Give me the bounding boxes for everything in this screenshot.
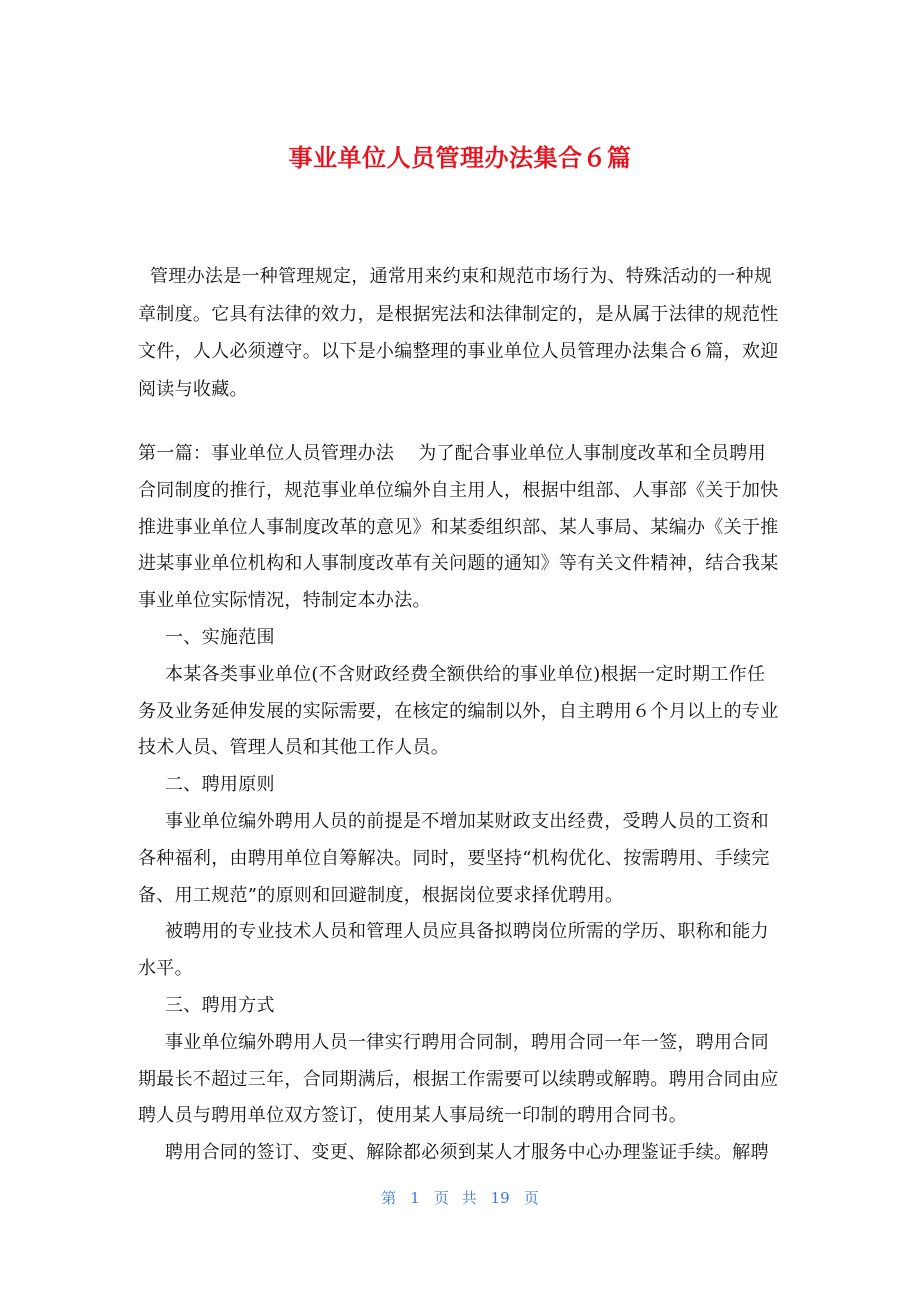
section-paragraph: 本某各类事业单位(不含财政经费全额供给的事业单位)根据一定时期工作任务及业务延伸发展的实际需要，在核定的编制以外，自主聘用６个月以上的专业技术人员、管理人员和其他工作人员。 xyxy=(138,663,779,759)
section-paragraph: 事业单位编外聘用人员一律实行聘用合同制，聘用合同一年一签，聘用合同期最长不超过三年，合同期满后，根据工作需要可以续聘或解聘。聘用合同由应聘人员与聘用单位双方签订，使用某人事局统一印制的聘用合同书。 xyxy=(138,1031,779,1127)
page-title: 事业单位人员管理办法集合６篇 xyxy=(288,144,632,172)
chapter-opening-paragraph xyxy=(138,436,782,620)
chapter-label: 第一篇：事业单位人员管理办法 xyxy=(138,443,395,464)
footer-suffix: 页 xyxy=(523,1189,539,1207)
section-paragraph: 事业单位编外聘用人员的前提是不增加某财政支出经费，受聘人员的工资和各种福利，由聘用单位自筹解决。同时，要坚持“机构优化、按需聘用、手续完备、用工规范”的原则和回避制度，根据岗位要求择优聘用。 xyxy=(138,810,770,906)
section-paragraph: 被聘用的专业技术人员和管理人员应具备拟聘岗位所需的学历、职称和能力水平。 xyxy=(138,921,769,980)
section-heading: 三、聘用方式 xyxy=(165,994,275,1016)
page-footer xyxy=(0,1186,920,1210)
footer-prefix: 第 xyxy=(381,1189,397,1207)
chapter-content xyxy=(138,436,782,1172)
footer-total-pages: 19 xyxy=(490,1189,510,1207)
footer-middle: 页 共 xyxy=(433,1189,477,1207)
section-heading: 二、聘用原则 xyxy=(165,774,275,796)
section-paragraph: 聘用合同的签订、变更、解除都必须到某人才服务中心办理鉴证手续。解聘 xyxy=(165,1142,769,1164)
chapter-first-text: 为了配合事业单位人事制度改革和全员聘用合同制度的推行，规范事业单位编外自主用人，根据中组部、人事部《关于加快推进事业单位人事制度改革的意见》和某委组织部、某人事局、某编办《关于推进某事业单位机构和人事制度改革有关问题的通知》等有关文件精神，结合我某事业单位实际情况，特制定本办法。 xyxy=(138,443,779,612)
intro-paragraph: 管理办法是一种管理规定，通常用来约束和规范市场行为、特殊活动的一种规章制度。它具有法律的效力，是根据宪法和法律制定的，是从属于法律的规范性文件，人人必须遵守。以下是小编整理的事业单位人员管理办法集合６篇，欢迎阅读与收藏。 xyxy=(138,266,779,400)
section-heading: 一、实施范围 xyxy=(165,626,275,648)
footer-page-number: 1 xyxy=(410,1189,420,1207)
